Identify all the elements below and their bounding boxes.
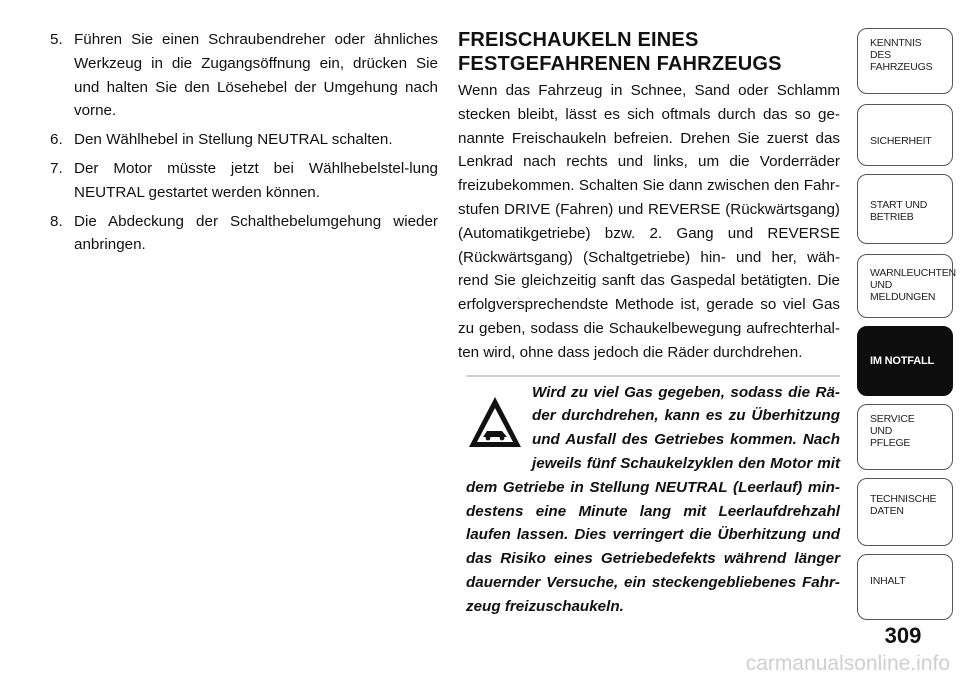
tab-inhalt[interactable]: INHALT <box>857 554 953 620</box>
instruction-steps <box>50 28 438 262</box>
tab-technische-daten[interactable]: TECHNISCHE DATEN <box>857 478 953 546</box>
watermark: carmanualsonline.info <box>745 652 950 675</box>
page-number: 309 <box>884 623 922 648</box>
section-title: FREISCHAUKELN EINES FESTGEFAHRENEN FAHRZEUGS <box>458 29 782 75</box>
step-item <box>50 157 438 205</box>
tab-sicherheit[interactable]: SICHERHEIT <box>857 104 953 166</box>
warning-box <box>466 375 840 619</box>
tab-service-und-pflege[interactable]: SERVICE UND PFLEGE <box>857 404 953 470</box>
step-text: Den Wählhebel in Stellung NEUTRAL schalten. <box>74 131 393 149</box>
step-item <box>50 128 438 152</box>
section-body: Wenn das Fahrzeug in Schnee, Sand oder Schlamm stecken bleibt, lässt es sich oftmals durch das so ge-nannte Freischaukeln befreien. Drehen Sie zuerst das Lenkrad nach rechts und links, um die Vorderräder freizubekommen. Schalten Sie dann zwischen den Fahr-stufen DRIVE (Fahren) und REVERSE (Rückwärtsgang) (Automatikgetriebe) bzw. 2. Gang und REVERSE (Rückwärtsgang) (Schaltgetriebe) hin- und her, wäh-rend Sie gleichzeitig sanft das Gaspedal betätigten. Die erfolgversprechendste Methode ist, gerade so viel Gas zu geben, sodass die Schaukelbewegung aufrechterhal-ten wird, ohne dass jedoch die Räder durchdrehen. <box>458 82 840 361</box>
tab-start-und-betrieb[interactable]: START UND BETRIEB <box>857 174 953 244</box>
step-number: 7. <box>50 159 63 177</box>
step-text: Der Motor müsste jetzt bei Wählhebelstel-lung NEUTRAL gestartet werden können. <box>74 159 438 201</box>
step-text: Führen Sie einen Schraubendreher oder ähnliches Werkzeug in die Zugangsöffnung ein, drücken Sie und halten Sie den Lösehebel der Umgehung nach vorne. <box>74 31 438 120</box>
tab-warnleuchten-und-meldungen[interactable]: WARNLEUCHTEN UND MELDUNGEN <box>857 254 953 318</box>
step-item <box>50 210 438 258</box>
tab-im-notfall[interactable]: IM NOTFALL <box>857 326 953 396</box>
section-freischaukeln <box>458 28 840 619</box>
step-number: 6. <box>50 131 63 149</box>
tab-kenntnis-des-fahrzeugs[interactable]: KENNTNIS DES FAHRZEUGS <box>857 28 953 94</box>
step-number: 8. <box>50 212 63 230</box>
warning-text: Wird zu viel Gas gegeben, sodass die Rä-der durchdrehen, kann es zu Überhitzung und Ausfall des Getriebes kommen. Nach jeweils fünf Schaukelzyklen den Motor mit dem Getriebe in Stellung NEUTRAL (Leerlauf) min-destens eine Minute lang mit Leerlaufdrehzahl laufen lassen. Dies verringert die Überhitzung und das Risiko eines Getriebedefekts während länger dauernder Versuche, ein steckengebliebenes Fahr-zeug freizuschaukeln. <box>466 383 840 615</box>
step-item <box>50 28 438 123</box>
warning-triangle-car-icon <box>466 391 524 453</box>
step-number: 5. <box>50 31 63 48</box>
step-text: Die Abdeckung der Schalthebelumgehung wieder anbringen. <box>74 212 438 254</box>
